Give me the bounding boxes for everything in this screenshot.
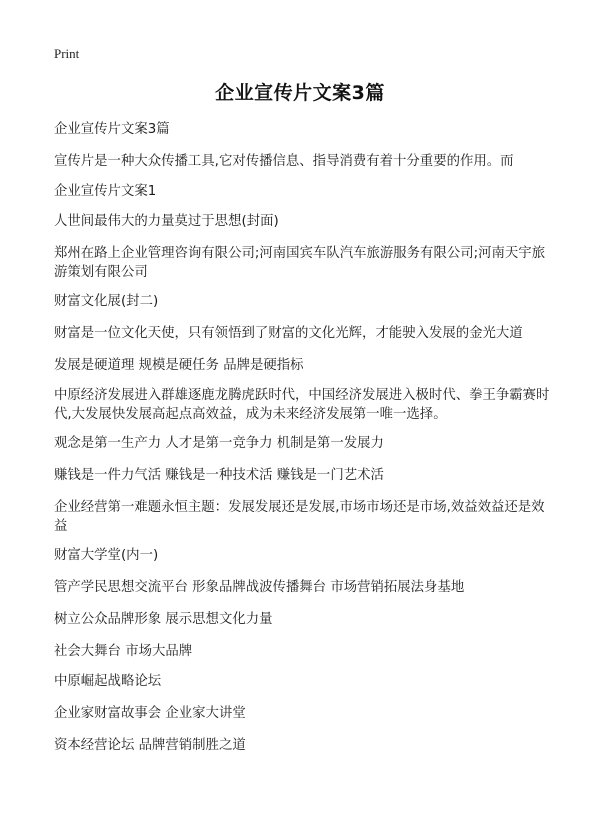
paragraph: 郑州在路上企业管理咨询有限公司;河南国宾车队汽车旅游服务有限公司;河南天宇旅游策划有限公司 <box>54 246 546 280</box>
print-link[interactable]: Print <box>54 46 80 61</box>
paragraph: 财富大学堂(内一) <box>54 548 159 563</box>
paragraph: 人世间最伟大的力量莫过于思想(封面) <box>54 214 279 229</box>
paragraph: 财富是一位文化天使，只有领悟到了财富的文化光辉，才能驶入发展的金光大道 <box>54 326 523 341</box>
paragraph: 赚钱是一件力气活 赚钱是一种技术活 赚钱是一门艺术活 <box>54 468 384 483</box>
paragraph: 中原经济发展进入群雄逐鹿龙腾虎跃时代，中国经济发展进入极时代、拳王争霸赛时代,大发展快发展高起点高效益，成为未来经济发展第一唯一选择。 <box>54 388 550 422</box>
paragraph: 企业宣传片文案1 <box>54 184 157 199</box>
paragraph: 企业经营第一难题永恒主题：发展发展还是发展,市场市场还是市场,效益效益还是效益 <box>54 500 545 534</box>
paragraph: 社会大舞台 市场大品牌 <box>54 644 193 659</box>
paragraph: 观念是第一生产力 人才是第一竞争力 机制是第一发展力 <box>54 436 384 451</box>
paragraph: 管产学民思想交流平台 形象品牌战波传播舞台 市场营销拓展法身基地 <box>54 580 465 595</box>
paragraph: 资本经营论坛 品牌营销制胜之道 <box>54 738 246 753</box>
paragraph: 宣传片是一种大众传播工具,它对传播信息、指导消费有着十分重要的作用。而 <box>54 154 514 169</box>
paragraph: 发展是硬道理 规模是硬任务 品牌是硬指标 <box>54 358 304 373</box>
paragraph: 企业家财富故事会 企业家大讲堂 <box>54 706 246 721</box>
paragraph: 树立公众品牌形象 展示思想文化力量 <box>54 612 273 627</box>
paragraph: 财富文化展(封二) <box>54 294 159 309</box>
paragraph: 中原崛起战略论坛 <box>54 674 162 689</box>
page-title: 企业宣传片文案3篇 <box>215 82 385 104</box>
paragraph: 企业宣传片文案3篇 <box>54 122 170 137</box>
